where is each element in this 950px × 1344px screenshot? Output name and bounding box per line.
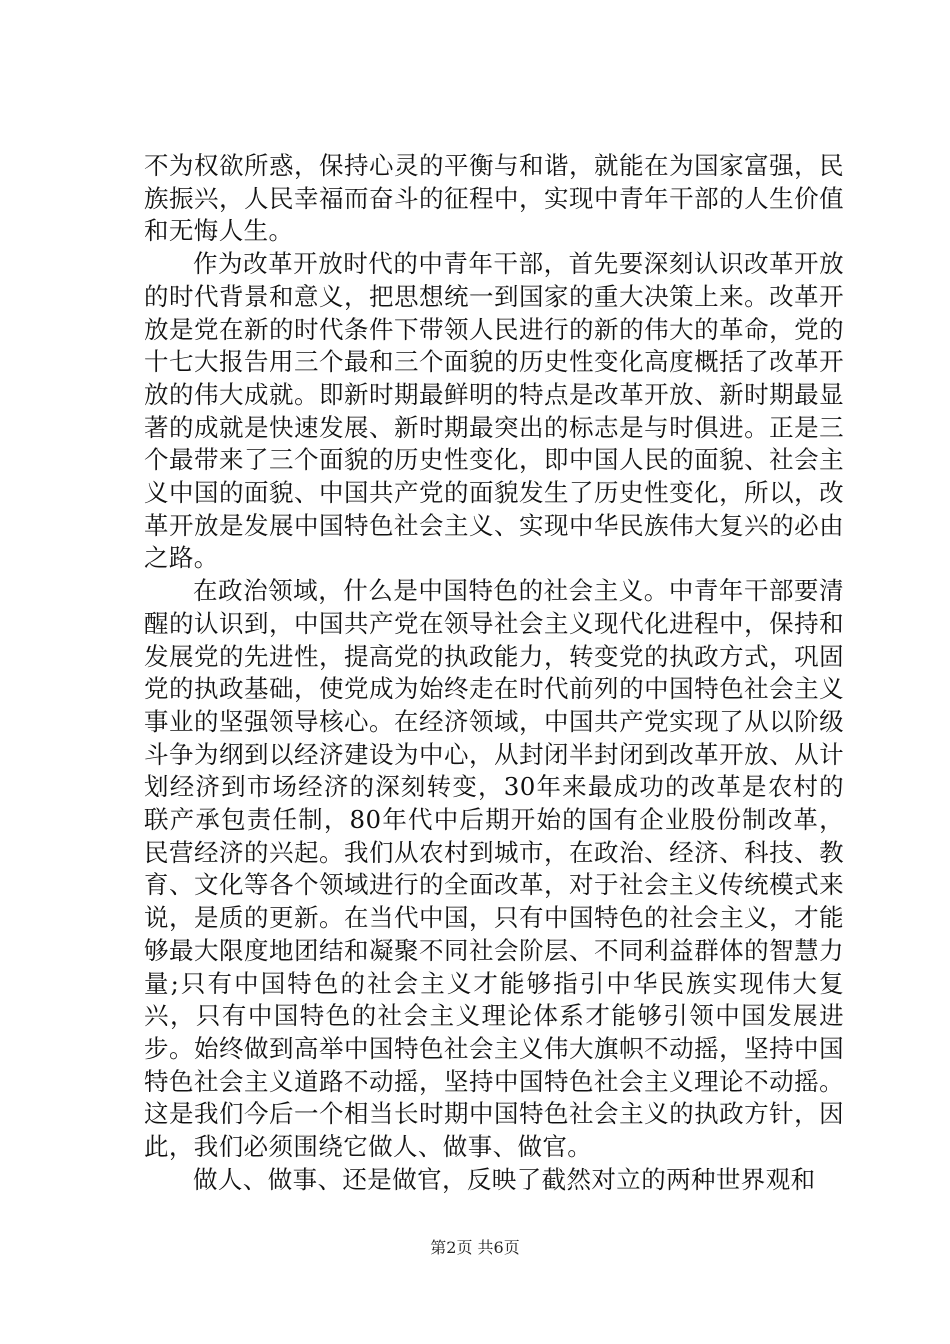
paragraph-2: 作为改革开放时代的中青年干部，首先要深刻认识改革开放的时代背景和意义，把思想统一到国家的重大决策上来。改革开放是党在新的时代条件下带领人民进行的新的伟大的革命，党的十七大报告用三个最和三个面貌的历史性变化高度概括了改革开放的伟大成就。即新时期最鲜明的特点是改革开放、新时期最显著的成就是快速发展、新时期最突出的标志是与时俱进。正是三个最带来了三个面貌的历史性变化，即中国人民的面貌、社会主义中国的面貌、中国共产党的面貌发生了历史性变化，所以，改革开放是发展中国特色社会主义、实现中华民族伟大复兴的必由之路。 (144, 249, 844, 573)
paragraph-4: 做人、做事、还是做官，反映了截然对立的两种世界观和 (193, 1164, 816, 1194)
page-number-footer: 第2页 共6页 (430, 1238, 520, 1257)
paragraph-1: 不为权欲所惑，保持心灵的平衡与和谐，就能在为国家富强，民族振兴，人民幸福而奋斗的征程中，实现中青年干部的人生价值和无悔人生。 (144, 151, 844, 246)
paragraph-3: 在政治领域，什么是中国特色的社会主义。中青年干部要清醒的认识到，中国共产党在领导社会主义现代化进程中，保持和发展党的先进性，提高党的执政能力，转变党的执政方式，巩固党的执政基础，使党成为始终走在时代前列的中国特色社会主义事业的坚强领导核心。在经济领域，中国共产党实现了从以阶级斗争为纲到以经济建设为中心，从封闭半封闭到改革开放、从计划经济到市场经济的深刻转变，30年来最成功的改革是农村的联产承包责任制，80年代中后期开始的国有企业股份制改革，民营经济的兴起。我们从农村到城市，在政治、经济、科技、教育、文化等各个领域进行的全面改革，对于社会主义传统模式来说，是质的更新。在当代中国，只有中国特色的社会主义，才能够最大限度地团结和凝聚不同社会阶层、不同利益群体的智慧力量;只有中国特色的社会主义才能够指引中华民族实现伟大复兴，只有中国特色的社会主义理论体系才能够引领中国发展进步。始终做到高举中国特色社会主义伟大旗帜不动摇，坚持中国特色社会主义道路不动摇，坚持中国特色社会主义理论不动摇。这是我们今后一个相当长时期中国特色社会主义的执政方针，因此，我们必须围绕它做人、做事、做官。 (144, 576, 844, 1162)
document-body (144, 150, 844, 1197)
